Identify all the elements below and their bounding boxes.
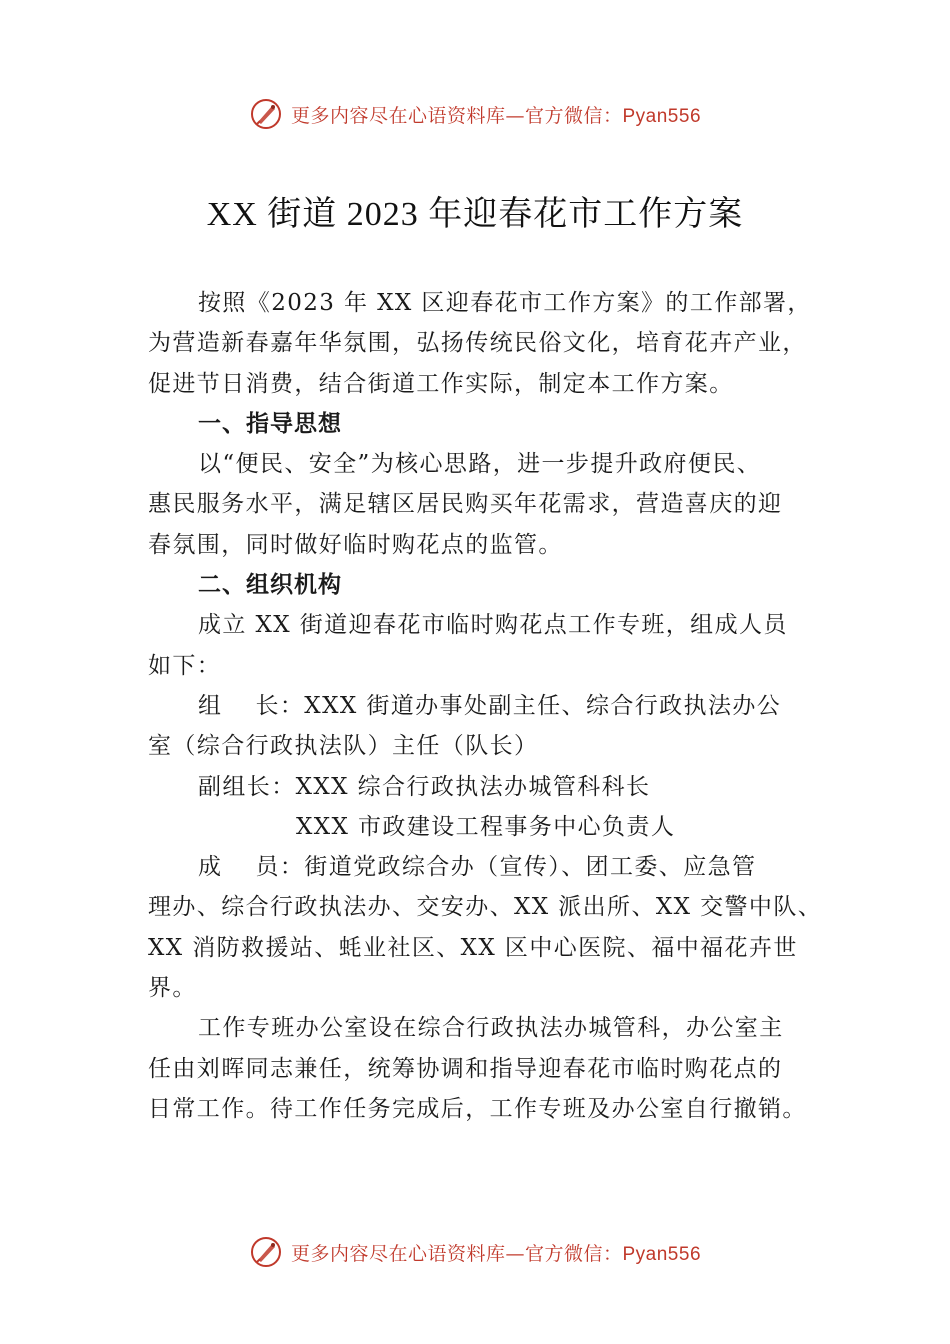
paragraph-line: 按照《2023 年 XX 区迎春花市工作方案》的工作部署， xyxy=(198,290,812,316)
paragraph-line: 为营造新春嘉年华氛围，弘扬传统民俗文化，培育花卉产业， xyxy=(148,330,807,357)
paragraph-line: 理办、综合行政执法办、交安办、XX 派出所、XX 交警中队、 xyxy=(148,894,823,921)
watermark-text: 更多内容尽在心语资料库—官方微信：Pyan556 xyxy=(290,104,702,127)
paragraph-line: 日常工作。待工作任务完成后，工作专班及办公室自行撤销。 xyxy=(148,1095,807,1122)
paragraph-line: 以“便民、安全”为核心思路，进一步提升政府便民、 xyxy=(198,451,762,478)
section-heading-organization: 二、组织机构 xyxy=(198,572,342,599)
paragraph-line: 成立 XX 街道迎春花市临时购花点工作专班，组成人员 xyxy=(198,612,788,639)
paragraph-line: 惠民服务水平，满足辖区居民购买年花需求，营造喜庆的迎 xyxy=(148,491,783,518)
section-heading-guiding-thought: 一、指导思想 xyxy=(198,410,342,437)
paragraph-line: 春氛围，同时做好临时购花点的监管。 xyxy=(148,531,563,558)
paragraph-line: 工作专班办公室设在综合行政执法办城管科，办公室主 xyxy=(198,1015,784,1042)
quill-pen-logo-icon xyxy=(249,1235,283,1269)
paragraph-line: 组 长：XXX 街道办事处副主任、综合行政执法办公 xyxy=(198,692,782,719)
wechat-id: Pyan556 xyxy=(622,1243,702,1265)
paragraph-line: XXX 市政建设工程事务中心负责人 xyxy=(296,813,676,840)
document-body xyxy=(148,283,823,1129)
document-title: XX 街道 2023 年迎春花市工作方案 xyxy=(206,196,744,233)
paragraph-line: 界。 xyxy=(148,975,197,1002)
footer-watermark xyxy=(0,1232,950,1272)
paragraph-line: 成 员：街道党政综合办（宣传）、团工委、应急管 xyxy=(198,854,757,881)
quill-pen-logo-icon xyxy=(249,97,283,131)
paragraph-line: 如下： xyxy=(148,652,222,679)
paragraph-line: 任由刘晖同志兼任，统筹协调和指导迎春花市临时购花点的 xyxy=(148,1055,783,1082)
paragraph-line: 室（综合行政执法队）主任（队长） xyxy=(148,733,539,760)
paragraph-line: 促进节日消费，结合街道工作实际，制定本工作方案。 xyxy=(148,370,734,397)
watermark-text: 更多内容尽在心语资料库—官方微信：Pyan556 xyxy=(290,1242,702,1265)
wechat-id: Pyan556 xyxy=(622,105,702,127)
paragraph-line: 副组长：XXX 综合行政执法办城管科科长 xyxy=(198,773,651,800)
header-watermark xyxy=(0,94,950,134)
paragraph-line: XX 消防救援站、蚝业社区、XX 区中心医院、福中福花卉世 xyxy=(148,934,798,961)
